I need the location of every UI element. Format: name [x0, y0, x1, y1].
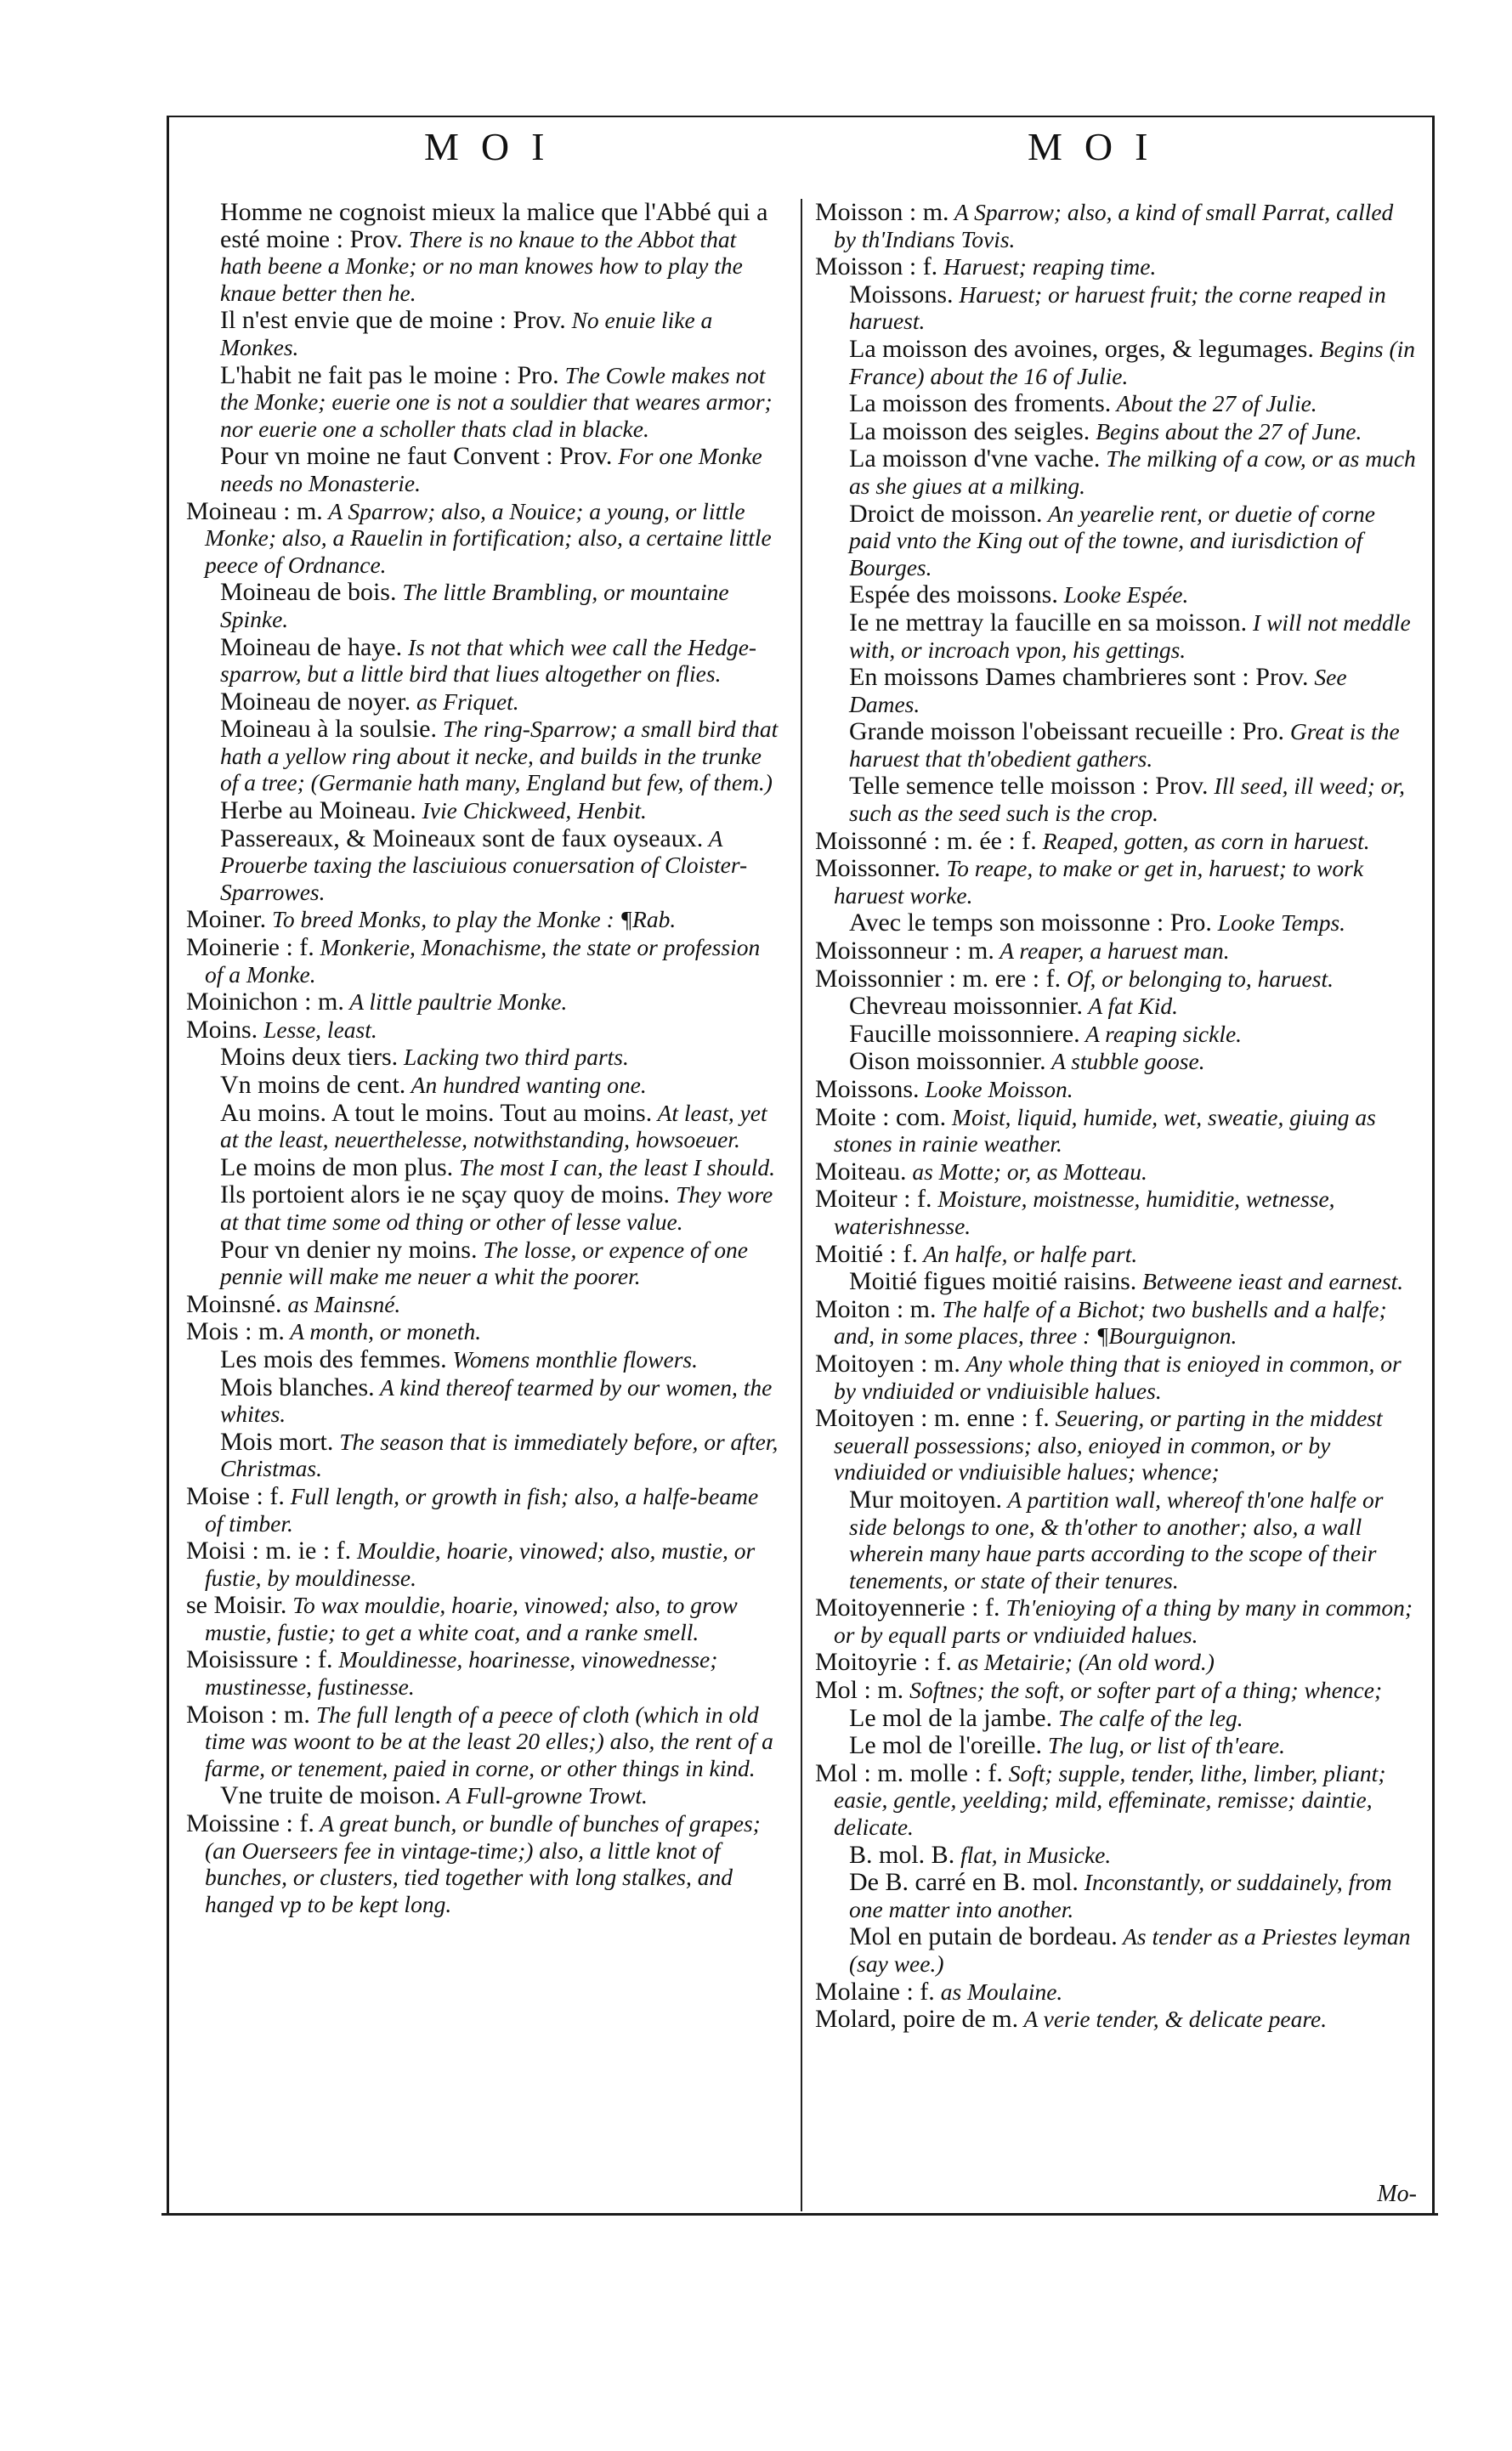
- gloss: Monkerie, Monachisme, the state or profession of a Monke.: [205, 934, 761, 988]
- gloss: as Moulaine.: [934, 1978, 1063, 2005]
- dictionary-entry: [186, 797, 781, 824]
- headword: Moiton : m.: [815, 1294, 937, 1323]
- headword: Homme ne cognoist mieux la malice que l'Abbé qui a esté moine : Prov.: [220, 199, 768, 253]
- gloss: Mouldinesse, hoarinesse, vinowednesse; mustinesse, fustinesse.: [205, 1646, 718, 1701]
- dictionary-entry: [815, 993, 1420, 1020]
- gloss: as Friquet.: [411, 688, 519, 715]
- headword: Moissonnier : m. ere : f.: [815, 964, 1062, 993]
- gloss: The ring-Sparrow; a small bird that hath a yellow ring about it necke, and builds in the trunke of a tree; (Germanie hath many, England but few, of them.): [220, 716, 779, 796]
- gloss: A month, or moneth.: [284, 1318, 482, 1345]
- dictionary-entry: [815, 1048, 1420, 1075]
- dictionary-entry: [815, 1241, 1420, 1268]
- headword: Le mol de la jambe.: [849, 1703, 1053, 1732]
- header-left: MOI: [424, 125, 567, 168]
- gloss: To wax mouldie, hoarie, vinowed; also, to grow mustie, fustie; to get a white coat, and a ranke smell.: [205, 1592, 738, 1645]
- gloss: A verie tender, & delicate peare.: [1018, 2006, 1328, 2033]
- headword: Faucille moissonniere.: [849, 1019, 1080, 1048]
- dictionary-entry: [186, 1782, 781, 1809]
- headword: Ils portoient alors ie ne sçay quoy de moins.: [220, 1180, 671, 1209]
- headword: Espée des moissons.: [849, 580, 1058, 609]
- headword: Pour vn denier ny moins.: [220, 1235, 478, 1264]
- headword: Moiteau.: [815, 1157, 907, 1186]
- dictionary-entry: [815, 1732, 1420, 1759]
- headword: Droict de moisson.: [849, 499, 1043, 528]
- dictionary-entry: [186, 199, 781, 306]
- dictionary-entry: [815, 1268, 1420, 1295]
- headword: Moisi : m. ie : f.: [186, 1537, 352, 1565]
- gloss: Haruest; or haruest fruit; the corne reaped in haruest.: [849, 280, 1386, 335]
- dictionary-entry: [815, 390, 1420, 417]
- headword: Moineau de haye.: [220, 632, 403, 661]
- dictionary-entry: [815, 1649, 1420, 1676]
- headword: En moissons Dames chambrieres sont : Prov.: [849, 663, 1309, 692]
- gloss: A fat Kid.: [1082, 993, 1179, 1020]
- gloss: Softnes; the soft, or softer part of a thing; whence;: [903, 1677, 1383, 1704]
- dictionary-entry: [186, 1592, 781, 1645]
- gloss: Inconstantly, or suddainely, from one matter into another.: [849, 1869, 1392, 1922]
- dictionary-entry: [186, 1346, 781, 1373]
- headword: Moisson : m.: [815, 199, 949, 226]
- gloss: A Sparrow; also, a Nouice; a young, or little Monke; also, a Rauelin in fortification; also, a certaine little peece of Ordnance.: [205, 497, 772, 578]
- dictionary-entry: [186, 1016, 781, 1044]
- dictionary-entry: [186, 1072, 781, 1099]
- gloss: Womens monthlie flowers.: [446, 1345, 698, 1373]
- dictionary-entry: [815, 1104, 1420, 1158]
- dictionary-entry: [815, 1923, 1420, 1977]
- headword: Vne truite de moison.: [220, 1781, 441, 1810]
- dictionary-entry: [815, 1842, 1420, 1869]
- dictionary-entry: [815, 253, 1420, 280]
- gloss: Ivie Chickweed, Henbit.: [416, 797, 647, 824]
- gloss: Mouldie, hoarie, vinowed; also, mustie, or fustie, by mouldinesse.: [205, 1537, 756, 1591]
- dictionary-entry: [815, 281, 1420, 335]
- headword: Moissonné : m. ée : f.: [815, 826, 1037, 855]
- gloss: An hundred wanting one.: [405, 1072, 647, 1098]
- gloss: They wore at that time some od thing or other of lesse value.: [220, 1181, 773, 1235]
- gloss: A Sparrow; also, a kind of small Parrat, called by th'Indians Tovis.: [834, 199, 1394, 252]
- gloss: An yearelie rent, or duetie of corne paid vnto the King out of the towne, and iurisdiction of Bourges.: [849, 500, 1375, 580]
- gloss: See Dames.: [849, 664, 1347, 717]
- headword: Moissonner.: [815, 854, 941, 883]
- headword: Moiteur : f.: [815, 1185, 932, 1214]
- headword: Le mol de l'oreille.: [849, 1731, 1042, 1760]
- gloss: Begins (in France) about the 16 of Julie.: [849, 335, 1416, 389]
- gloss: A partition wall, whereof th'one halfe or side belongs to one, & th'other to another; also, a wall wherein many haue parts according to the scope of their tenements, or state of their tenures.: [849, 1486, 1384, 1593]
- headword: Moissonneur : m.: [815, 937, 994, 965]
- dictionary-entry: [815, 501, 1420, 581]
- dictionary-entry: [815, 828, 1420, 855]
- gloss: A stubble goose.: [1045, 1048, 1205, 1075]
- gloss: Moisture, moistnesse, humiditie, wetnesse, waterishnesse.: [834, 1186, 1335, 1239]
- dictionary-entry: [815, 664, 1420, 717]
- headword: Moineau : m.: [186, 496, 323, 525]
- dictionary-entry: [815, 609, 1420, 663]
- running-header: [169, 117, 1432, 187]
- gloss: The losse, or expence of one pennie will make me neuer a whit the poorer.: [220, 1236, 748, 1290]
- bottom-rule: [161, 2213, 1438, 2216]
- gloss: An halfe, or halfe part.: [917, 1240, 1138, 1267]
- gloss: The milking of a cow, or as much as she giues at a milking.: [849, 445, 1416, 499]
- dictionary-entry: [815, 1296, 1420, 1350]
- dictionary-entry: [186, 1537, 781, 1591]
- dictionary-entry: [186, 307, 781, 360]
- gloss: Full length, or growth in fish; also, a halfe-beame of timber.: [205, 1482, 759, 1537]
- headword: Mol en putain de bordeau.: [849, 1922, 1118, 1951]
- dictionary-entry: [186, 988, 781, 1016]
- headword: Moineau à la soulsie.: [220, 715, 437, 744]
- column-divider: [801, 199, 802, 2211]
- gloss: No enuie like a Monkes.: [220, 307, 713, 360]
- dictionary-entry: [815, 199, 1420, 252]
- dictionary-entry: [815, 965, 1420, 993]
- headword: Au moins. A tout le moins. Tout au moins.: [220, 1098, 653, 1127]
- dictionary-entry: [186, 1181, 781, 1235]
- headword: Mois mort.: [220, 1427, 334, 1456]
- dictionary-entry: [815, 2006, 1420, 2033]
- gloss: Betweene ieast and earnest.: [1136, 1268, 1404, 1295]
- headword: Moison : m.: [186, 1700, 310, 1729]
- dictionary-entry: [186, 1701, 781, 1782]
- dictionary-entry: [815, 773, 1420, 826]
- dictionary-entry: [186, 1646, 781, 1700]
- dictionary-entry: [815, 581, 1420, 609]
- dictionary-entry: [815, 418, 1420, 445]
- headword: Moitié : f.: [815, 1239, 918, 1268]
- dictionary-page: [167, 116, 1435, 2215]
- gloss: Great is the haruest that th'obedient gathers.: [849, 718, 1400, 772]
- headword: Chevreau moissonnier.: [849, 992, 1083, 1021]
- headword: Moisissure : f.: [186, 1645, 333, 1674]
- headword: La moisson des seigles.: [849, 416, 1090, 445]
- dictionary-entry: [186, 1044, 781, 1071]
- gloss: For one Monke needs no Monasterie.: [220, 443, 762, 496]
- gloss: Lacking two third parts.: [398, 1044, 629, 1071]
- gloss: A Full-growne Trowt.: [440, 1782, 648, 1809]
- gloss: as Metairie; (An old word.): [951, 1649, 1215, 1676]
- gloss: Soft; supple, tender, lithe, limber, pliant; easie, gentle, yeelding; mild, effeminate, remisse; daintie, delicate.: [834, 1759, 1386, 1841]
- headword: Moiner.: [186, 905, 267, 934]
- headword: Moissons.: [849, 280, 954, 308]
- headword: Il n'est envie que de moine : Prov.: [220, 306, 566, 335]
- gloss: A little paultrie Monke.: [343, 988, 568, 1016]
- dictionary-entry: [186, 906, 781, 933]
- headword: Oison moissonnier.: [849, 1047, 1046, 1076]
- gloss: To reape, to make or get in, haruest; to work haruest worke.: [834, 855, 1364, 909]
- gloss: Moist, liquid, humide, wet, sweatie, giuing as stones in rainie weather.: [834, 1103, 1376, 1158]
- dictionary-entry: [815, 445, 1420, 499]
- headword: Molaine : f.: [815, 1977, 935, 2006]
- headword: Passereaux, & Moineaux sont de faux oyseaux.: [220, 824, 704, 852]
- dictionary-entry: [815, 1705, 1420, 1732]
- dictionary-entry: [186, 579, 781, 632]
- headword: Mois : m.: [186, 1317, 285, 1346]
- dictionary-entry: [186, 443, 781, 496]
- dictionary-entry: [186, 825, 781, 906]
- dictionary-entry: [815, 1186, 1420, 1239]
- dictionary-entry: [815, 1978, 1420, 2006]
- headword: Molard, poire de m.: [815, 2005, 1019, 2034]
- headword: Moise : f.: [186, 1481, 285, 1510]
- headword: Moissons.: [815, 1075, 920, 1103]
- dictionary-entry: [186, 716, 781, 796]
- dictionary-entry: [186, 634, 781, 688]
- headword: Mol : m. molle : f.: [815, 1758, 1003, 1787]
- dictionary-entry: [815, 1405, 1420, 1486]
- gloss: As tender as a Priestes leyman (say wee.): [849, 1923, 1411, 1977]
- headword: Moinichon : m.: [186, 988, 344, 1016]
- dictionary-entry: [186, 1100, 781, 1153]
- gloss: A reaper, a haruest man.: [994, 937, 1230, 965]
- headword: se Moisir.: [186, 1591, 287, 1620]
- gloss: A reaping sickle.: [1079, 1020, 1243, 1047]
- gloss: Ill seed, ill weed; or, such as the seed such is the crop.: [849, 773, 1405, 827]
- dictionary-entry: [186, 934, 781, 988]
- headword: Moineau de bois.: [220, 578, 397, 607]
- gloss: The lug, or list of th'eare.: [1042, 1732, 1285, 1759]
- gloss: About the 27 of Julie.: [1111, 390, 1317, 417]
- dictionary-entry: [815, 909, 1420, 937]
- gloss: Lesse, least.: [258, 1016, 377, 1043]
- headword: De B. carré en B. mol.: [849, 1868, 1079, 1897]
- gloss: At least, yet at the least, neuerthelesse, notwithstanding, howsoeuer.: [220, 1099, 767, 1153]
- gloss: A kind thereof tearmed by our women, the whites.: [220, 1373, 773, 1428]
- gloss: Is not that which wee call the Hedge-sparrow, but a little bird that liues altogether on flies.: [220, 633, 757, 688]
- headword: Ie ne mettray la faucille en sa moisson.: [849, 608, 1248, 637]
- gloss: The full length of a peece of cloth (which in old time was woont to be at the least 20 elles;) also, the rent of a farme, or tenement, paied in corne, or other things in kind.: [205, 1701, 773, 1781]
- gloss: The little Brambling, or mountaine Spinke.: [220, 579, 729, 632]
- gloss: flat, in Musicke.: [954, 1841, 1112, 1868]
- gloss: Seuering, or parting in the middest seuerall possessions; also, enioyed in common, or by vndiuided or vndiuisible halues; whence;: [834, 1405, 1383, 1486]
- dictionary-entry: [815, 855, 1420, 909]
- gloss: Of, or belonging to, haruest.: [1061, 965, 1334, 992]
- headword: Moinerie : f.: [186, 933, 314, 962]
- gloss: The season that is immediately before, or after, Christmas.: [220, 1428, 779, 1482]
- gloss: To breed Monks, to play the Monke : ¶Rab.: [266, 906, 677, 933]
- headword: Moitoyen : m. enne : f.: [815, 1404, 1050, 1433]
- headword: La moisson des avoines, orges, & legumages.: [849, 334, 1314, 363]
- dictionary-entry: [186, 1374, 781, 1428]
- gloss: Looke Moisson.: [919, 1076, 1073, 1102]
- headword: Moitoyrie : f.: [815, 1648, 952, 1677]
- dictionary-entry: [186, 362, 781, 443]
- headword: Moisson : f.: [815, 252, 938, 281]
- headword: Moitoyennerie : f.: [815, 1593, 1000, 1622]
- gloss: as Mainsné.: [281, 1290, 401, 1317]
- gloss: The calfe of the leg.: [1052, 1704, 1243, 1731]
- catchword: Mo-: [1377, 2181, 1417, 2207]
- gloss: I will not meddle with, or incroach vpon, his gettings.: [849, 609, 1411, 663]
- dictionary-entry: [186, 1483, 781, 1537]
- dictionary-entry: [815, 1677, 1420, 1704]
- headword: Mois blanches.: [220, 1373, 375, 1401]
- headword: Moitoyen : m.: [815, 1349, 960, 1378]
- headword: Mol : m.: [815, 1676, 904, 1705]
- headword: Moite : com.: [815, 1102, 947, 1131]
- dictionary-entry: [815, 1350, 1420, 1404]
- header-right: MOI: [1028, 125, 1170, 168]
- gloss: Haruest; reaping time.: [937, 253, 1157, 280]
- gloss: Looke Espée.: [1057, 581, 1189, 609]
- headword: Mur moitoyen.: [849, 1485, 1002, 1514]
- dictionary-entry: [186, 498, 781, 579]
- headword: Moineau de noyer.: [220, 687, 411, 716]
- dictionary-entry: [815, 1760, 1420, 1841]
- headword: L'habit ne fait pas le moine : Pro.: [220, 360, 559, 389]
- headword: Moitié figues moitié raisins.: [849, 1267, 1137, 1296]
- gloss: A Prouerbe taxing the lasciuious conuersation of Cloister-Sparrowes.: [220, 824, 748, 905]
- dictionary-entry: [815, 336, 1420, 389]
- gloss: Reaped, gotten, as corn in haruest.: [1036, 827, 1370, 854]
- dictionary-entry: [186, 1154, 781, 1181]
- left-column: [186, 199, 781, 2213]
- dictionary-entry: [815, 1158, 1420, 1186]
- gloss: There is no knaue to the Abbot that hath beene a Monke; or no man knowes how to play the knaue better then he.: [220, 225, 743, 306]
- headword: Moissine : f.: [186, 1809, 314, 1838]
- dictionary-entry: [186, 1810, 781, 1917]
- headword: Avec le temps son moissonne : Pro.: [849, 909, 1212, 937]
- dictionary-entry: [815, 718, 1420, 772]
- headword: Grande moisson l'obeissant recueille : Pro.: [849, 717, 1284, 746]
- dictionary-entry: [815, 1486, 1420, 1593]
- headword: Moins.: [186, 1015, 258, 1044]
- gloss: Looke Temps.: [1211, 909, 1346, 937]
- dictionary-entry: [815, 1076, 1420, 1103]
- headword: Moins deux tiers.: [220, 1043, 399, 1072]
- dictionary-entry: [186, 1429, 781, 1482]
- dictionary-entry: [186, 1318, 781, 1345]
- dictionary-entry: [815, 1869, 1420, 1922]
- headword: La moisson d'vne vache.: [849, 444, 1101, 473]
- gloss: Begins about the 27 of June.: [1090, 417, 1362, 444]
- gloss: Any whole thing that is enioyed in common, or by vndiuided or vndiuisible halues.: [834, 1350, 1402, 1404]
- dictionary-entry: [186, 1237, 781, 1290]
- gloss: A great bunch, or bundle of bunches of grapes; (an Ouerseers fee in vintage-time;) also, a little knot of bunches, or clusters, tied together with long stalkes, and hanged vp to be kept long.: [205, 1810, 761, 1917]
- headword: Le moins de mon plus.: [220, 1152, 454, 1181]
- gloss: The Cowle makes not the Monke; euerie one is not a souldier that weares armor; nor euerie one a scholler thats clad in blacke.: [220, 361, 773, 442]
- dictionary-entry: [186, 1291, 781, 1318]
- dictionary-entry: [186, 688, 781, 716]
- right-column: [815, 199, 1420, 2213]
- gloss: The most I can, the least I should.: [453, 1153, 776, 1180]
- headword: Les mois des femmes.: [220, 1344, 447, 1373]
- dictionary-entry: [815, 1594, 1420, 1648]
- gloss: Th'enioying of a thing by many in common; or by equall parts or vndiuided halues.: [834, 1594, 1413, 1648]
- headword: B. mol. B.: [849, 1840, 955, 1869]
- dictionary-entry: [815, 937, 1420, 965]
- dictionary-entry: [815, 1021, 1420, 1048]
- headword: Vn moins de cent.: [220, 1071, 406, 1099]
- headword: La moisson des froments.: [849, 389, 1112, 418]
- headword: Moinsné.: [186, 1289, 282, 1318]
- gloss: as Motte; or, as Motteau.: [906, 1158, 1147, 1185]
- headword: Telle semence telle moisson : Prov.: [849, 772, 1209, 801]
- gloss: The halfe of a Bichot; two bushells and a halfe; and, in some places, three : ¶Bourguignon.: [834, 1295, 1387, 1350]
- headword: Pour vn moine ne faut Convent : Prov.: [220, 442, 613, 471]
- headword: Herbe au Moineau.: [220, 796, 416, 825]
